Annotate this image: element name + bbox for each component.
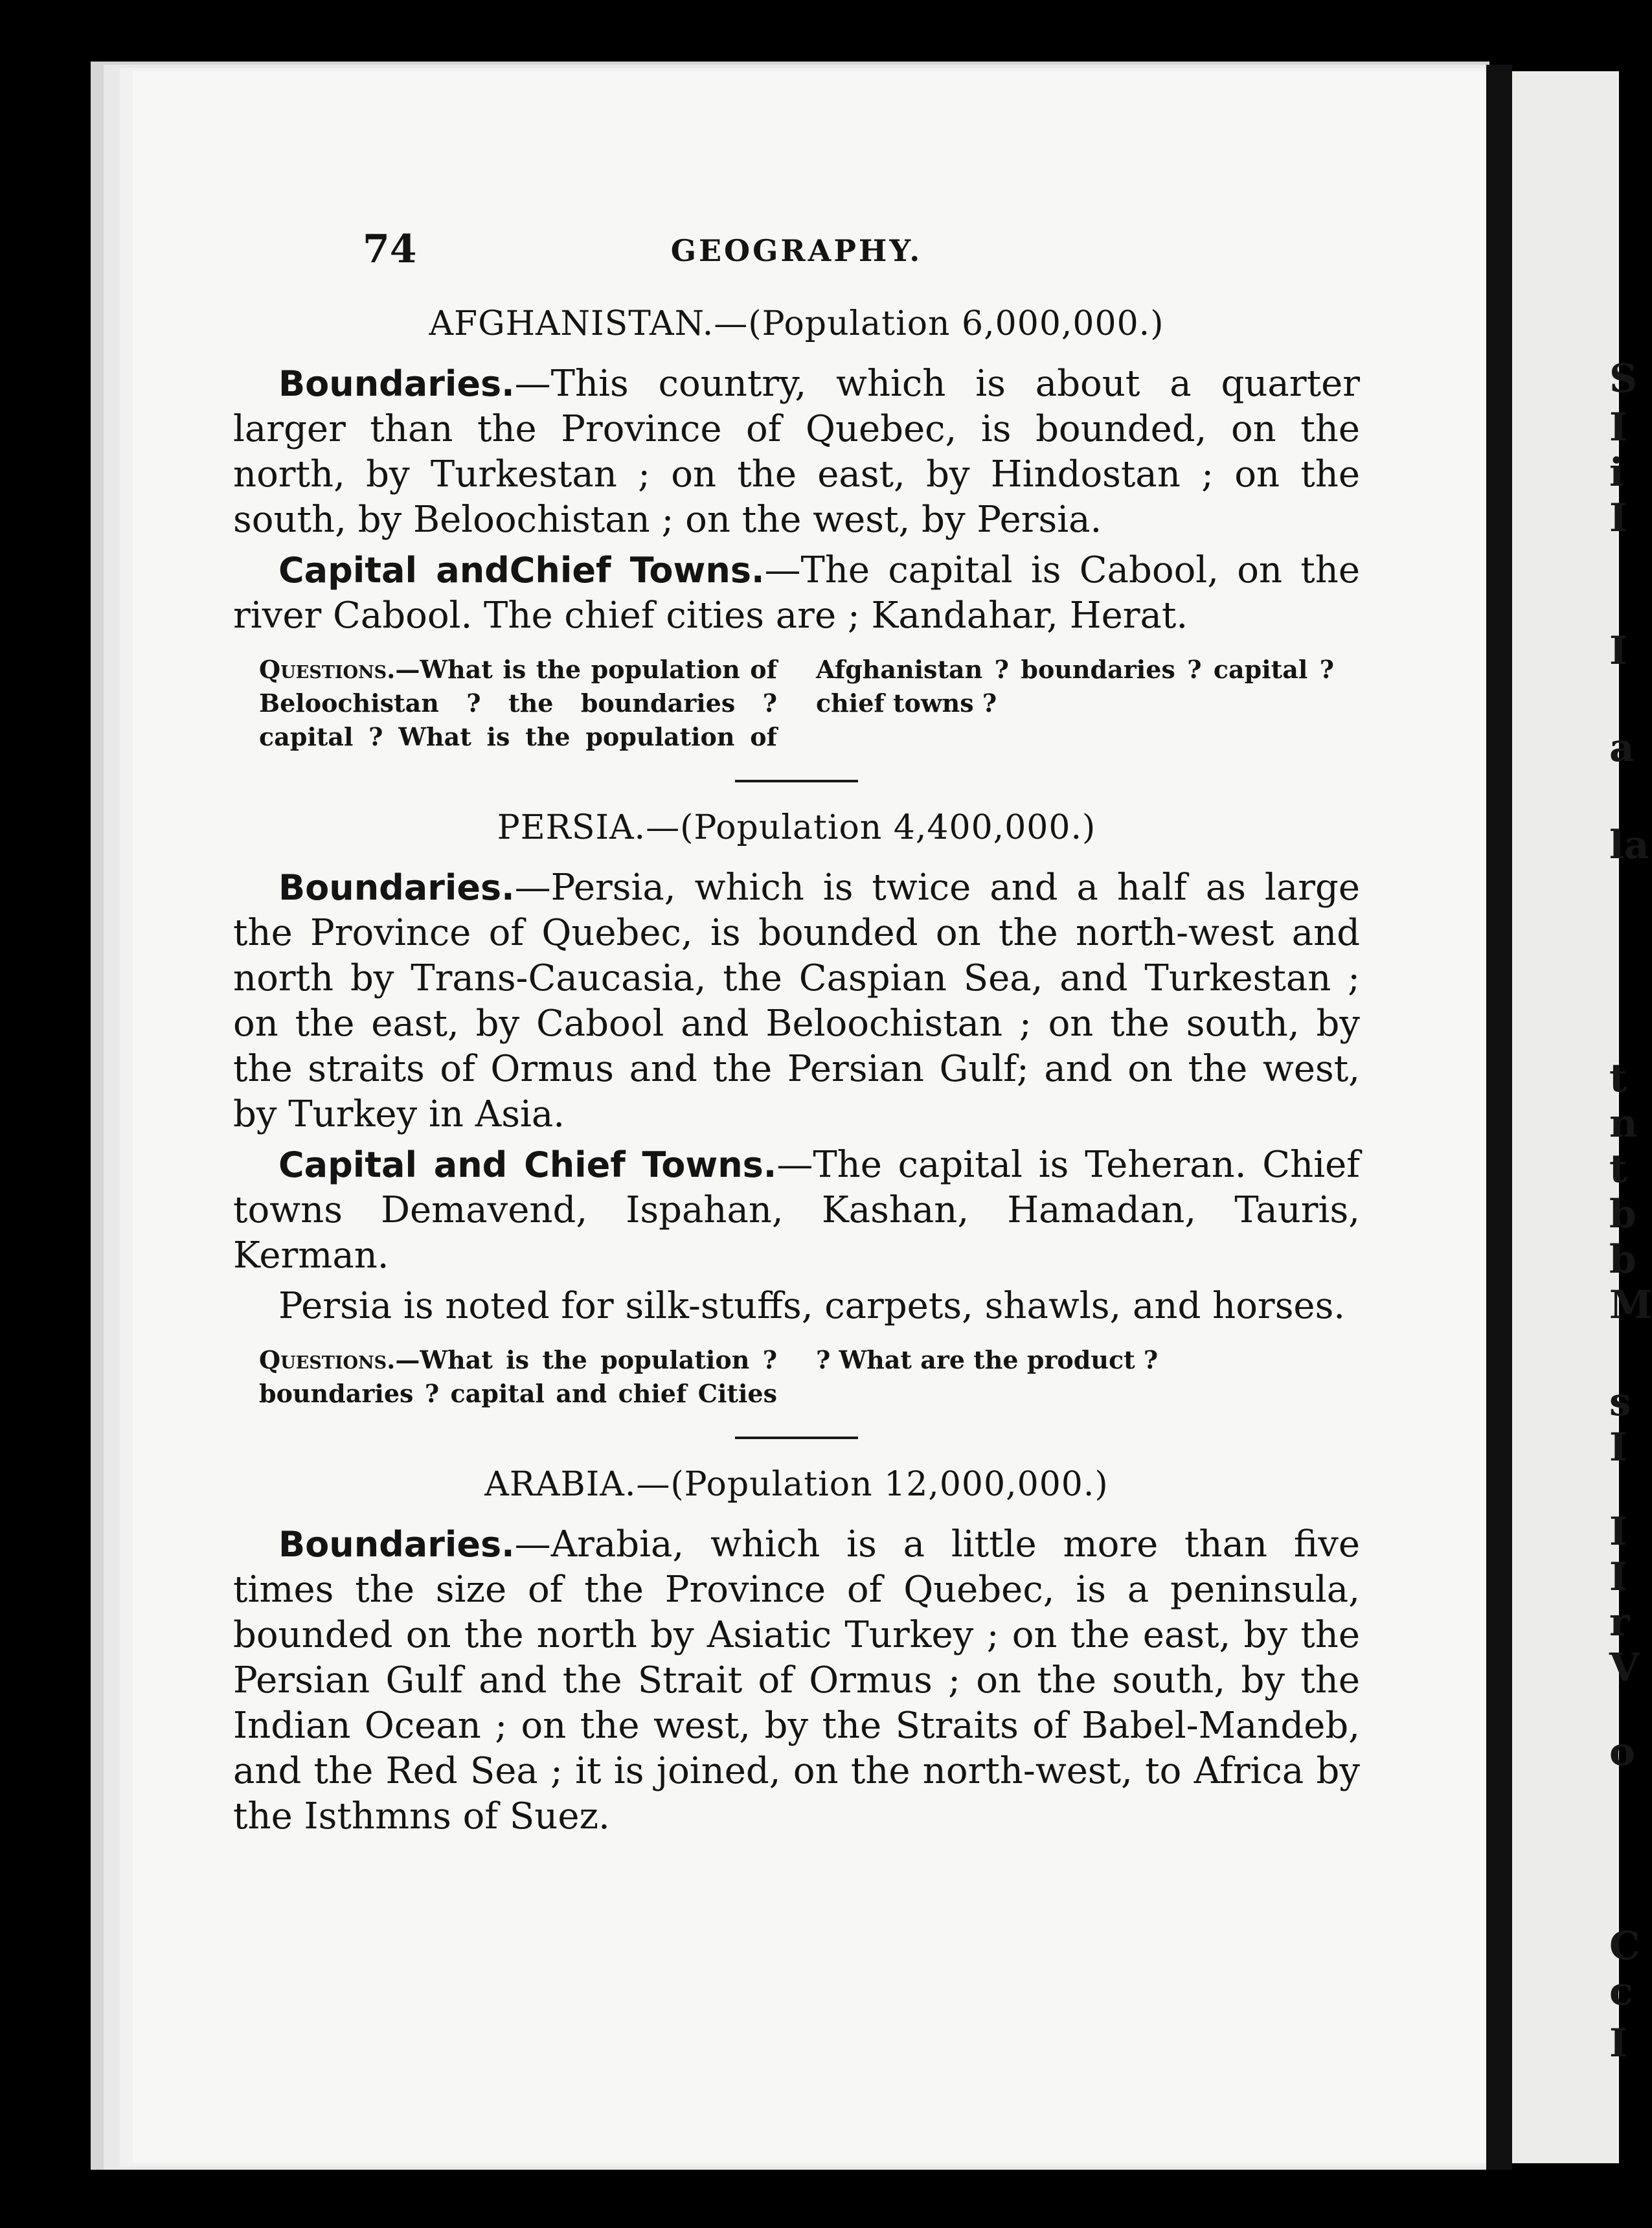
facing-page-letter: V bbox=[1609, 1645, 1640, 1690]
facing-page-letter: s bbox=[1609, 1380, 1631, 1425]
facing-page-letter: M bbox=[1609, 1282, 1652, 1328]
paragraph-text: —Persia, which is twice and a half as large the Province of Quebec, is bounded on the north-west and north by Trans-Caucasia, the Caspian Sea, and Turkestan ; on the east, by Cabool and Beloochistan ; on the south, by the straits of Ormus and the Persian Gulf; and on the west, by Turkey in Asia. bbox=[233, 867, 1360, 1135]
facing-page-letter: la bbox=[1609, 823, 1649, 868]
questions-block bbox=[259, 653, 1334, 754]
facing-page-letter: b bbox=[1609, 1192, 1636, 1237]
note-paragraph: Persia is noted for silk-stuffs, carpets, shawls, and horses. bbox=[278, 1285, 1346, 1327]
paragraph-lead: Capital andChief Towns. bbox=[278, 550, 765, 591]
facing-page-letter: o bbox=[1609, 1729, 1636, 1775]
paragraph-lead: Boundaries. bbox=[278, 363, 515, 404]
questions-text: —What is the population ? boundaries ? capital and chief Cities ? What are the product ? bbox=[259, 1345, 1159, 1408]
paragraph-text: —The capital is Cabool, on the river Cabool. The chief cities are ; Kandahar, Herat. bbox=[233, 549, 1360, 637]
facing-page-fragment bbox=[1512, 71, 1652, 2163]
section-arabia bbox=[233, 1465, 1360, 1839]
questions-text: —What is the population of Beloochistan ? the boundaries ? capital ? What is the population of Afghanistan ? boundaries ? capital ? chief towns ? bbox=[259, 655, 1334, 751]
capital-paragraph bbox=[233, 548, 1360, 639]
page-number: 74 bbox=[363, 227, 417, 272]
facing-page-letter: I bbox=[1609, 405, 1628, 450]
facing-page-letter: I bbox=[1609, 1554, 1628, 1600]
section-title: PERSIA.—(Population 4,400,000.) bbox=[497, 808, 1096, 847]
facing-page-letter: I bbox=[1609, 1425, 1628, 1470]
facing-page-letter: t bbox=[1609, 1146, 1627, 1192]
questions-block bbox=[259, 1343, 1334, 1411]
facing-page-letter: c bbox=[1609, 1969, 1633, 2014]
section-afghanistan bbox=[233, 304, 1360, 754]
page-gutter bbox=[1486, 65, 1512, 2170]
facing-page-letter: I bbox=[1609, 2021, 1628, 2066]
section-title: ARABIA.—(Population 12,000,000.) bbox=[484, 1465, 1109, 1504]
section-persia bbox=[233, 808, 1360, 1411]
facing-page-letter: t bbox=[1609, 1056, 1627, 1101]
facing-page-letter: n bbox=[1609, 1101, 1638, 1146]
paragraph-text: —Arabia, which is a little more than five times the size of the Province of Quebec, is a peninsula, bounded on the north by Asiatic Turkey ; on the east, by the Persian Gulf and the Strait of Ormus ; on the south, by the Indian Ocean ; on the west, by the Straits of Babel-Mandeb, and the Red Sea ; it is joined, on the north-west, to Africa by the Isthmns of Suez. bbox=[233, 1523, 1360, 1837]
running-title: GEOGRAPHY. bbox=[670, 233, 923, 268]
paragraph-text: —The capital is Teheran. Chief towns Demavend, Ispahan, Kashan, Hamadan, Tauris, Kerman. bbox=[233, 1144, 1360, 1277]
facing-page-letter: I bbox=[1609, 628, 1628, 674]
facing-page-letter: C bbox=[1609, 1924, 1640, 1969]
section-divider bbox=[735, 780, 858, 782]
facing-page-letter: I bbox=[1609, 1509, 1628, 1554]
paragraph-text: —This country, which is about a quarter larger than the Province of Quebec, is bounded, on the north, by Turkestan ; on the east, by Hindostan ; on the south, by Beloochistan ; on the west, by Persia. bbox=[233, 363, 1360, 541]
boundaries-paragraph bbox=[233, 1522, 1360, 1839]
running-head bbox=[233, 227, 1360, 304]
facing-page-letter: b bbox=[1609, 1237, 1636, 1282]
questions-lead: Questions. bbox=[259, 655, 396, 684]
section-divider bbox=[735, 1437, 858, 1439]
paragraph-lead: Boundaries. bbox=[278, 867, 515, 908]
page-content bbox=[233, 227, 1360, 1845]
paragraph-lead: Boundaries. bbox=[278, 1524, 515, 1565]
facing-page-letter: r bbox=[1609, 1600, 1630, 1645]
facing-page-letter: S bbox=[1609, 356, 1638, 402]
boundaries-paragraph bbox=[233, 361, 1360, 543]
capital-paragraph bbox=[233, 1142, 1360, 1279]
facing-page-letter: I bbox=[1609, 495, 1628, 541]
facing-page-letter: a bbox=[1609, 725, 1635, 771]
questions-lead: Questions. bbox=[259, 1345, 396, 1374]
paragraph-lead: Capital and Chief Towns. bbox=[278, 1144, 777, 1185]
facing-page-letter: i bbox=[1609, 450, 1624, 495]
boundaries-paragraph bbox=[233, 865, 1360, 1137]
section-title: AFGHANISTAN.—(Population 6,000,000.) bbox=[429, 304, 1164, 343]
